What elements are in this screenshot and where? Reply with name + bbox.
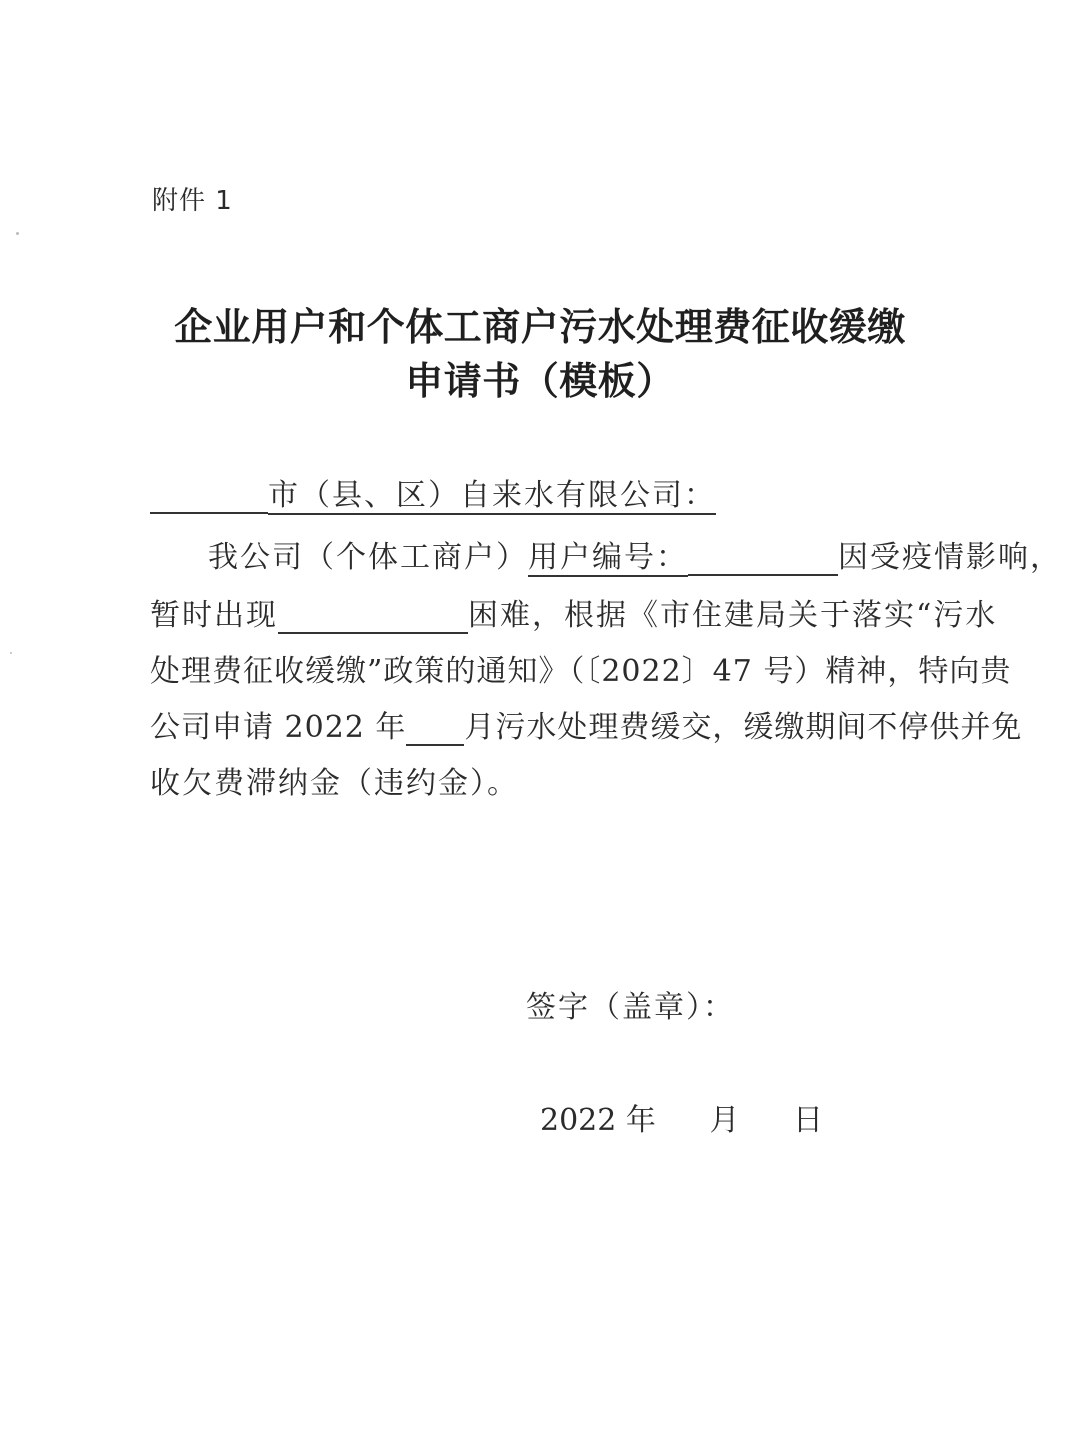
body-line-4-a: 公司申请 2022 年 (150, 710, 407, 745)
signature-label: 签字（盖章）： (526, 990, 735, 1025)
difficulty-blank[interactable] (278, 602, 468, 634)
paper-speck (16, 232, 19, 235)
addressee-line (150, 470, 716, 514)
attachment-label: 附件 1 (152, 186, 233, 216)
body-line-2 (150, 590, 997, 634)
body-line-5: 收欠费滞纳金（违约金）。 (150, 766, 519, 801)
date-day: 日 (792, 1103, 823, 1138)
paper-speck (10, 652, 12, 654)
body-line-4 (150, 702, 1022, 746)
document-title-line1: 企业用户和个体工商户污水处理费征收缓缴 (174, 305, 906, 349)
user-number-label: 用户编号： (528, 540, 688, 575)
date-year: 2022 年 (540, 1103, 656, 1138)
body-line-1-c: 因受疫情影响， (838, 540, 1062, 575)
body-line-2-b: 困难，根据《市住建局关于落实“污水 (468, 598, 998, 633)
date-line (540, 1095, 823, 1139)
document-title-line2: 申请书（模板） (405, 359, 675, 403)
body-line-1-a: 我公司（个体工商户） (208, 540, 528, 575)
addressee-suffix: 市（县、区）自来水有限公司： (268, 478, 716, 513)
body-line-1 (208, 532, 1062, 576)
date-month: 月 (709, 1103, 740, 1138)
city-blank[interactable] (150, 482, 268, 514)
body-line-3: 处理费征收缓缴”政策的通知》（〔2022〕47 号）精神，特向贵 (150, 654, 1012, 689)
month-blank[interactable] (406, 714, 464, 746)
body-line-4-b: 月污水处理费缓交，缓缴期间不停供并免 (464, 710, 1023, 745)
body-line-2-a: 暂时出现 (150, 598, 278, 633)
user-number-blank[interactable] (688, 544, 838, 576)
